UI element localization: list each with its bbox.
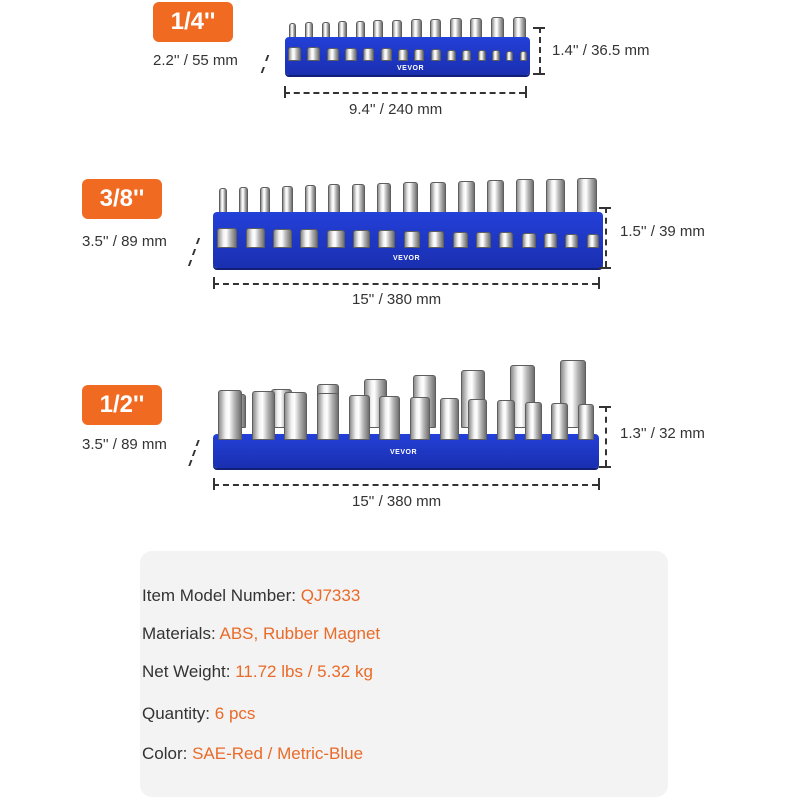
spec-label: Net Weight: [142,662,236,681]
socket [430,182,446,216]
socket [288,47,301,61]
spec-value: 11.72 lbs / 5.32 kg [235,662,373,681]
socket [381,48,392,61]
socket [491,17,504,39]
length-line [213,484,598,486]
socket [440,398,459,440]
socket [544,233,557,248]
socket-tray-half [213,360,599,468]
socket [345,48,357,61]
spec-value: QJ7333 [300,586,361,605]
socket-row-front [213,390,599,440]
spec-quantity [142,704,255,724]
spec-label: Item Model Number: [142,586,301,605]
socket [398,49,408,61]
socket [513,17,526,39]
socket-row-back [285,17,530,39]
spec-materials [142,624,380,644]
socket [327,48,339,61]
socket [363,48,374,61]
spec-value: 6 pcs [214,704,256,723]
socket [378,230,395,248]
socket [497,400,515,440]
socket-row-front [213,226,603,248]
tray-brand-label: VEVOR [393,255,421,262]
length-dimension: 15'' / 380 mm [352,493,442,510]
socket [284,392,307,440]
socket [403,182,418,216]
height-dimension: 1.3'' / 32 mm [620,425,705,442]
socket [487,180,504,216]
spec-label: Materials: [142,624,220,643]
socket [273,229,292,248]
spec-model-number [142,586,360,606]
socket [565,234,578,248]
socket [470,18,482,39]
depth-dimension: 3.5'' / 89 mm [82,436,167,453]
socket [506,51,513,61]
height-dimension: 1.5'' / 39 mm [620,223,705,240]
socket [327,230,345,248]
length-line [284,92,525,94]
socket [431,49,441,61]
depth-dimension: 3.5'' / 89 mm [82,233,167,250]
socket [492,50,500,61]
socket [520,51,527,61]
socket [478,50,486,61]
height-dimension: 1.4'' / 36.5 mm [552,42,650,59]
drive-size-badge-quarter: 1/4'' [153,2,233,42]
socket [450,18,462,39]
socket-row-back [213,176,603,216]
socket [516,179,534,216]
socket [411,19,422,39]
socket [453,232,468,248]
spec-color [142,744,363,764]
socket [468,399,487,440]
drive-size-badge-three-eighths: 3/8'' [82,179,162,219]
length-dimension: 9.4'' / 240 mm [349,101,443,118]
socket [252,391,275,440]
socket [428,231,444,248]
socket [300,229,318,248]
socket [499,232,513,248]
height-line [605,207,607,267]
tray-brand-label: VEVOR [390,449,418,456]
height-tick-bottom [599,267,611,269]
length-tick-right [525,86,527,98]
socket [404,231,420,248]
socket [578,404,594,440]
socket [217,228,237,248]
socket-row-front [285,45,530,61]
socket [462,50,471,61]
spec-net-weight [142,662,373,682]
socket [587,234,599,248]
depth-line [261,55,270,73]
length-tick-right [598,478,600,490]
height-line [539,27,541,73]
socket [546,179,565,216]
depth-line [188,440,199,466]
height-line [605,406,607,466]
socket [577,178,597,216]
socket [522,233,536,248]
socket [430,19,441,39]
spec-value: ABS, Rubber Magnet [219,624,381,643]
length-dimension: 15'' / 380 mm [352,291,442,308]
drive-size-badge-half: 1/2'' [82,385,162,425]
spec-label: Color: [142,744,193,763]
length-tick-right [598,277,600,289]
depth-line [188,238,200,266]
height-tick-bottom [533,73,545,75]
socket [447,50,456,61]
spec-label: Quantity: [142,704,215,723]
spec-value: SAE-Red / Metric-Blue [192,744,364,763]
socket [414,49,424,61]
socket-tray-quarter [285,5,530,75]
socket [307,47,320,61]
socket [246,228,265,248]
socket [525,402,542,440]
socket [317,393,339,440]
socket [349,395,370,440]
socket-tray-three-eighths [213,170,603,268]
height-tick-bottom [599,466,611,468]
socket [379,396,400,440]
socket [458,181,475,216]
socket [218,390,242,440]
length-line [213,283,598,285]
socket [551,403,568,440]
depth-dimension: 2.2'' / 55 mm [153,52,238,69]
socket [353,230,370,248]
socket [410,397,430,440]
tray-brand-label: VEVOR [397,65,425,72]
socket [476,232,491,248]
